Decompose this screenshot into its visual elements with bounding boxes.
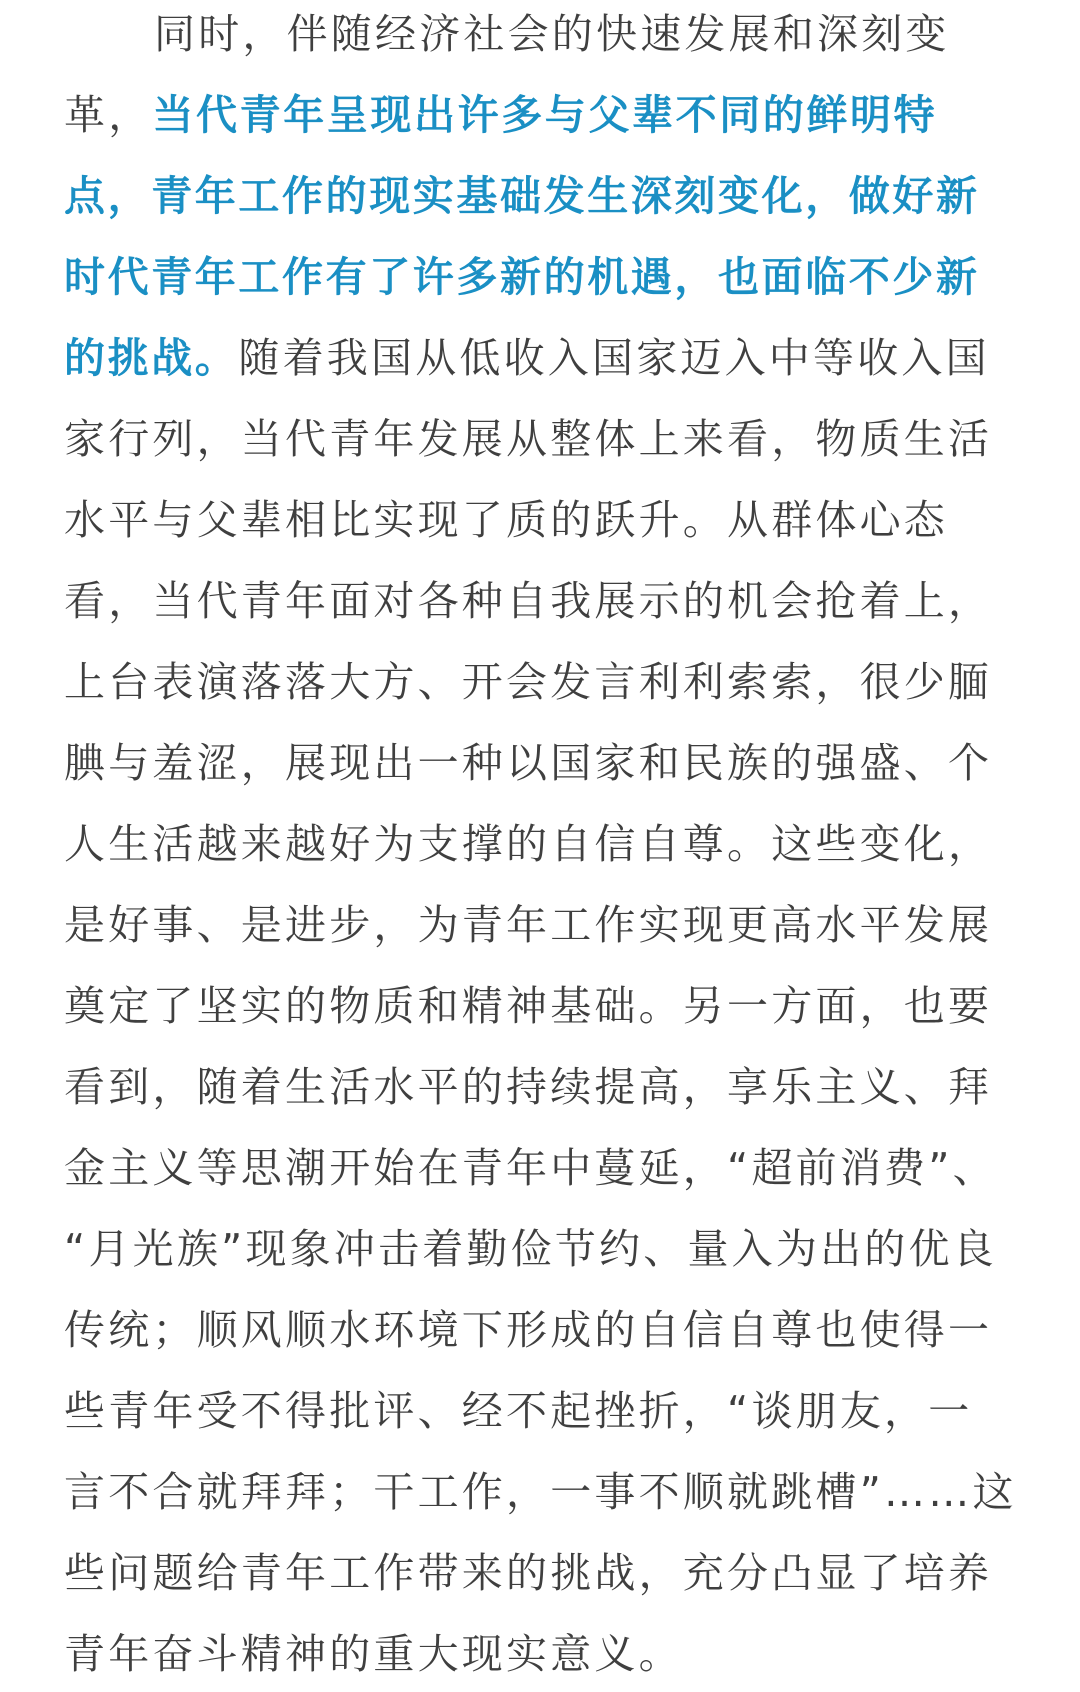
body-text: 水平与父辈相比实现了质的跃升。从群体心态: [64, 496, 948, 544]
text-line: [64, 1290, 1014, 1371]
text-line: [64, 561, 1014, 642]
body-text: 言不合就拜拜；干工作，一事不顺就跳槽”……这: [64, 1468, 1017, 1516]
text-line: [64, 1371, 1014, 1452]
text-line: [64, 1128, 1014, 1209]
highlighted-text: 时代青年工作有了许多新的机遇，也面临不少新: [64, 253, 980, 301]
text-line: [64, 0, 1014, 75]
text-line: [64, 318, 1014, 399]
body-text: 是好事、是进步，为青年工作实现更高水平发展: [64, 901, 993, 949]
text-line: [64, 156, 1014, 237]
body-text: 些问题给青年工作带来的挑战，充分凸显了培养: [64, 1549, 993, 1597]
body-text: 金主义等思潮开始在青年中蔓延，“超前消费”、: [64, 1144, 997, 1192]
body-text: 些青年受不得批评、经不起挫折，“谈朋友，一: [64, 1387, 973, 1435]
text-line: [64, 237, 1014, 318]
body-text: 家行列，当代青年发展从整体上来看，物质生活: [64, 415, 993, 463]
text-line: [64, 480, 1014, 561]
body-text: 革，: [64, 91, 153, 139]
body-text: “月光族”现象冲击着勤俭节约、量入为出的优良: [64, 1225, 997, 1273]
body-text: 同时，伴随经济社会的快速发展和深刻变: [154, 10, 950, 58]
text-line: [64, 1209, 1014, 1290]
text-line: [64, 723, 1014, 804]
text-line: [64, 399, 1014, 480]
text-line: [64, 1533, 1014, 1614]
text-line: [64, 642, 1014, 723]
body-text: 看，当代青年面对各种自我展示的机会抢着上，: [64, 577, 993, 625]
body-text: 奠定了坚实的物质和精神基础。另一方面，也要: [64, 982, 993, 1030]
body-text: 上台表演落落大方、开会发言利利索索，很少腼: [64, 658, 993, 706]
body-text: 青年奋斗精神的重大现实意义。: [64, 1630, 683, 1678]
article-body: [64, 0, 1017, 1692]
text-line: [64, 804, 1014, 885]
body-text: 随着我国从低收入国家迈入中等收入国: [238, 334, 990, 382]
body-text: 传统；顺风顺水环境下形成的自信自尊也使得一: [64, 1306, 993, 1354]
body-text: 看到，随着生活水平的持续提高，享乐主义、拜: [64, 1063, 993, 1111]
body-text: 人生活越来越好为支撑的自信自尊。这些变化，: [64, 820, 993, 868]
text-line: [64, 1047, 1014, 1128]
highlighted-text: 点，青年工作的现实基础发生深刻变化，做好新: [64, 172, 980, 220]
highlighted-text: 的挑战。: [64, 334, 239, 382]
text-line: [64, 1614, 1014, 1692]
highlighted-text: 当代青年呈现出许多与父辈不同的鲜明特: [152, 91, 938, 139]
text-line: [64, 966, 1014, 1047]
body-text: 腆与羞涩，展现出一种以国家和民族的强盛、个: [64, 739, 993, 787]
text-line: [64, 885, 1014, 966]
text-line: [64, 75, 1014, 156]
text-line: [64, 1452, 1017, 1533]
